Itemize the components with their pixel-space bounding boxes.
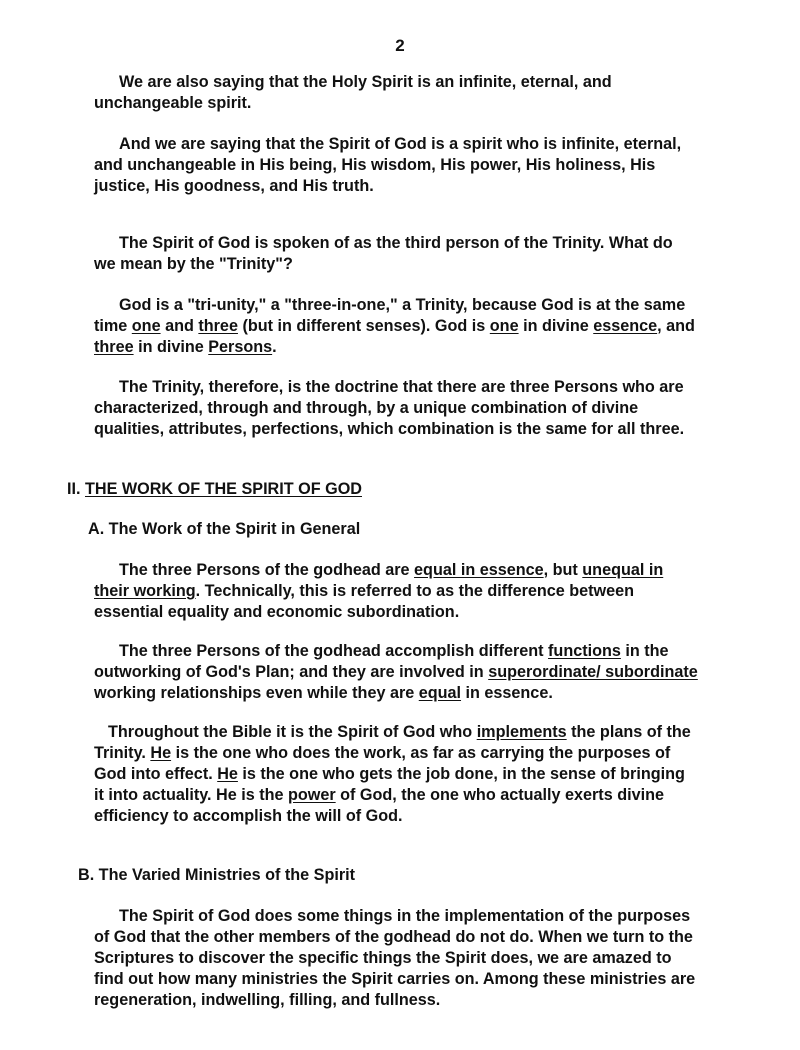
text-run: . (272, 338, 277, 356)
text-run: The three Persons of the godhead accomplish different (119, 642, 549, 660)
text-run: working relationships even while they are (94, 684, 419, 702)
section-title: THE WORK OF THE SPIRIT OF GOD (85, 480, 362, 498)
underlined-term: essence (593, 317, 658, 335)
text-run: in divine (133, 338, 209, 356)
text-line (94, 743, 691, 764)
text-run: God into effect. (94, 765, 218, 783)
text-run: is the one who does the work, as far as carrying the purposes of (171, 744, 671, 762)
underlined-term: He (150, 744, 172, 762)
text-run: Throughout the Bible it is the Spirit of God who (108, 723, 477, 741)
underlined-term: power (287, 786, 336, 804)
text-line: The Spirit of God does some things in the implementation of the purposes (119, 907, 691, 925)
paragraph-varied-ministries (94, 906, 695, 1011)
text-run: is the one who gets the job done, in the sense of bringing (237, 765, 685, 783)
page-number: 2 (395, 36, 405, 55)
text-line (94, 683, 698, 704)
text-run: , but (543, 561, 583, 579)
text-line (94, 337, 695, 358)
text-line: God is a "tri-unity," a "three-in-one," a Trinity, because God is at the same (119, 296, 686, 314)
subsection-heading: A. The Work of the Spirit in General (88, 520, 361, 538)
text-run: Trinity. (94, 744, 151, 762)
underlined-term: functions (548, 642, 621, 660)
text-run: of God, the one who actually exerts divine (335, 786, 664, 804)
text-line: The Spirit of God is spoken of as the third person of the Trinity. What do (119, 234, 673, 252)
text-line: qualities, attributes, perfections, which combination is the same for all three. (94, 420, 685, 438)
text-line: find out how many ministries the Spirit carries on. Among these ministries are (94, 970, 696, 988)
underlined-term: equal in essence (414, 561, 544, 579)
text-line: we mean by the "Trinity"? (94, 255, 293, 273)
text-line (94, 641, 698, 662)
text-line (94, 785, 691, 806)
text-run: in essence. (461, 684, 553, 702)
text-line (94, 560, 663, 581)
text-run: (but in different senses). God is (237, 317, 490, 335)
text-line: justice, His goodness, and His truth. (94, 177, 374, 195)
text-run: The three Persons of the godhead are (119, 561, 415, 579)
underlined-term: one (489, 317, 519, 335)
text-run: . Technically, this is referred to as the difference between (195, 582, 635, 600)
paragraph-functions (94, 641, 698, 704)
underlined-term: equal (418, 684, 462, 702)
text-line: The Trinity, therefore, is the doctrine that there are three Persons who are (119, 378, 684, 396)
text-line: We are also saying that the Holy Spirit is an infinite, eternal, and (119, 73, 612, 91)
text-line: of God that the other members of the godhead do not do. When we turn to the (94, 928, 693, 946)
underlined-term: Persons (208, 338, 273, 356)
text-line: And we are saying that the Spirit of God is a spirit who is infinite, eternal, (119, 135, 682, 153)
underlined-term: their working (94, 582, 196, 600)
paragraph-spirit-implements (94, 722, 691, 827)
text-run: it into actuality. He is the (94, 786, 288, 804)
underlined-term: three (94, 338, 134, 356)
text-run: , and (657, 317, 695, 335)
underlined-term: implements (476, 723, 567, 741)
text-line (94, 662, 698, 683)
text-line: regeneration, indwelling, filling, and fullness. (94, 991, 441, 1009)
text-run: outworking of God's Plan; and they are involved in (94, 663, 489, 681)
text-line (94, 316, 695, 337)
text-run: and (160, 317, 199, 335)
text-line: Scriptures to discover the specific things the Spirit does, we are amazed to (94, 949, 672, 967)
paragraph-equal-in-essence (94, 560, 663, 623)
paragraph-trinity-doctrine (94, 377, 684, 440)
paragraph-spirit-attributes (94, 134, 681, 197)
text-run: in divine (518, 317, 594, 335)
underlined-term: one (131, 317, 161, 335)
underlined-term: unequal in (582, 561, 664, 579)
text-run: the plans of the (566, 723, 691, 741)
text-line (94, 722, 691, 743)
underlined-term: He (217, 765, 238, 783)
subsection-heading: B. The Varied Ministries of the Spirit (78, 866, 356, 884)
text-line: unchangeable spirit. (94, 94, 252, 112)
paragraph-third-person-trinity (94, 233, 673, 275)
paragraph-holy-spirit-infinite (94, 72, 612, 114)
text-line: essential equality and economic subordination. (94, 603, 460, 621)
text-line (94, 581, 663, 602)
paragraph-tri-unity (94, 295, 695, 358)
section-numeral: II. (67, 480, 85, 498)
section-heading (67, 479, 362, 500)
text-run: time (94, 317, 132, 335)
text-line: and unchangeable in His being, His wisdom, His power, His holiness, His (94, 156, 656, 174)
underlined-term: three (198, 317, 238, 335)
text-line: efficiency to accomplish the will of God. (94, 807, 403, 825)
underlined-term: superordinate/ subordinate (488, 663, 698, 681)
text-line: characterized, through and through, by a unique combination of divine (94, 399, 639, 417)
text-run: in the (620, 642, 669, 660)
text-line (94, 764, 691, 785)
